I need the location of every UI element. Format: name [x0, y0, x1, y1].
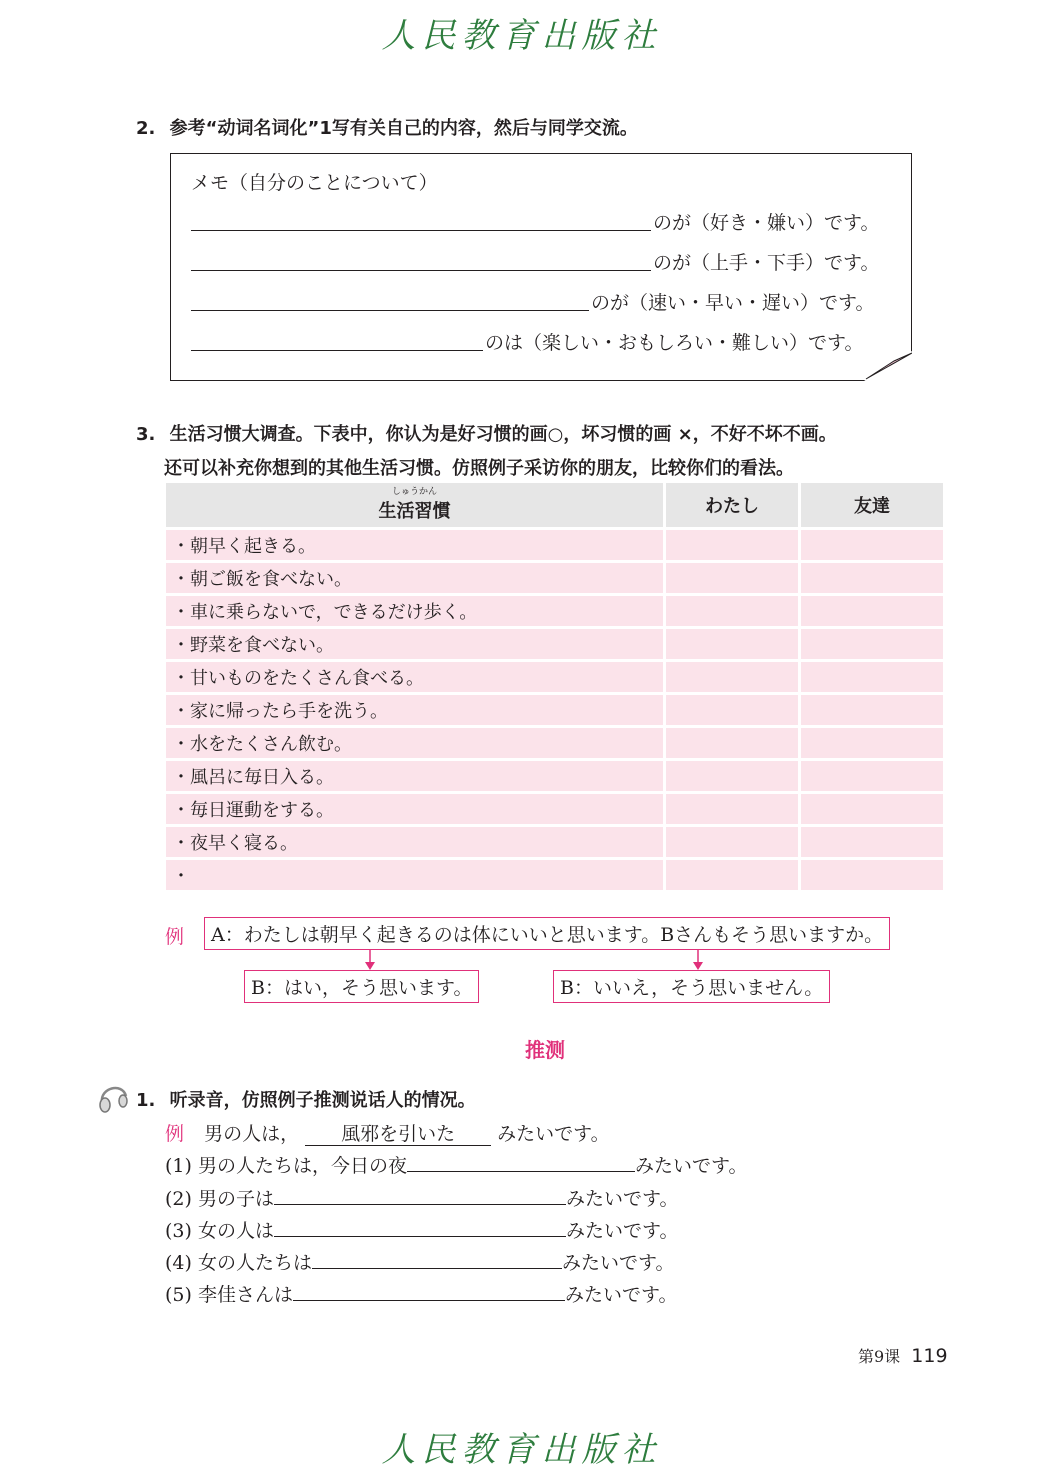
listening-item-2-blank[interactable] — [274, 1184, 566, 1205]
header-habit-label: 生活習慣 — [378, 501, 451, 522]
friend-answer-cell[interactable] — [801, 596, 943, 626]
table-row — [166, 860, 943, 890]
habit-cell: ・甘いものをたくさん食べる。 — [166, 662, 663, 692]
header-me: わたし — [666, 483, 798, 527]
listening-item-5 — [165, 1280, 677, 1307]
memo-line-3-text: のが（速い・早い・遅い）です。 — [591, 292, 875, 314]
friend-answer-cell[interactable] — [801, 728, 943, 758]
listening-item-3-label: (3) 女の人は — [165, 1220, 274, 1242]
habit-cell: ・ — [166, 860, 663, 890]
publisher-logo-footer: 人民教育出版社 — [381, 1430, 662, 1470]
listening-item-4-suffix: みたいです。 — [561, 1252, 675, 1274]
listening-item-3-suffix: みたいです。 — [565, 1220, 679, 1242]
memo-line-2-blank[interactable] — [191, 270, 651, 271]
table-row — [166, 794, 943, 824]
listening-text: 听录音，仿照例子推测说话人的情况。 — [169, 1090, 476, 1111]
example-label: 例 — [165, 926, 185, 948]
friend-answer-cell[interactable] — [801, 794, 943, 824]
table-row — [166, 728, 943, 758]
friend-answer-cell[interactable] — [801, 530, 943, 560]
listening-item-2-label: (2) 男の子は — [165, 1188, 274, 1210]
listening-item-3 — [165, 1216, 678, 1243]
my-answer-cell[interactable] — [666, 761, 798, 791]
memo-line-1-blank[interactable] — [191, 230, 651, 231]
habits-table — [163, 480, 946, 893]
table-row — [166, 563, 943, 593]
arrow-down-icon — [360, 949, 380, 971]
my-answer-cell[interactable] — [666, 794, 798, 824]
question-3-text-1: 生活习惯大调查。下表中，你认为是好习惯的画○，坏习惯的画 ×，不好不坏不画。 — [169, 424, 837, 445]
habit-cell: ・野菜を食べない。 — [166, 629, 663, 659]
habit-cell: ・家に帰ったら手を洗う。 — [166, 695, 663, 725]
listening-item-5-label: (5) 李佳さんは — [165, 1284, 293, 1306]
listening-item-5-suffix: みたいです。 — [564, 1284, 678, 1306]
table-row — [166, 629, 943, 659]
table-row — [166, 695, 943, 725]
table-row — [166, 662, 943, 692]
habit-cell: ・朝早く起きる。 — [166, 530, 663, 560]
memo-line-1-text: のが（好き・嫌い）です。 — [653, 212, 880, 234]
example-a-box: A：わたしは朝早く起きるのは体にいいと思います。Bさんもそう思いますか。 — [204, 917, 890, 950]
question-3-text-2: 还可以补充你想到的其他生活习惯。仿照例子采访你的朋友，比较你们的看法。 — [164, 458, 794, 479]
example-b-yes-box: B：はい，そう思います。 — [244, 970, 479, 1003]
table-row — [166, 761, 943, 791]
memo-box — [170, 153, 912, 381]
my-answer-cell[interactable] — [666, 662, 798, 692]
listening-item-1-blank[interactable] — [407, 1151, 635, 1172]
my-answer-cell[interactable] — [666, 827, 798, 857]
habit-cell: ・車に乗らないで，できるだけ歩く。 — [166, 596, 663, 626]
habit-cell: ・風呂に毎日入る。 — [166, 761, 663, 791]
publisher-logo-header: 人民教育出版社 — [381, 16, 662, 56]
listening-question — [136, 1086, 476, 1112]
header-habit — [166, 483, 663, 527]
table-row — [166, 827, 943, 857]
page-number: 119 — [911, 1345, 948, 1367]
question-3 — [136, 420, 837, 446]
page-footer — [858, 1344, 948, 1367]
friend-answer-cell[interactable] — [801, 827, 943, 857]
example-b-no-box: B：いいえ，そう思いません。 — [553, 970, 830, 1003]
memo-line-3-blank[interactable] — [191, 310, 589, 311]
habit-cell: ・水をたくさん飲む。 — [166, 728, 663, 758]
friend-answer-cell[interactable] — [801, 761, 943, 791]
listening-item-4 — [165, 1248, 674, 1275]
listening-example-prefix: 男の人は， — [204, 1123, 300, 1145]
listening-example — [165, 1119, 610, 1146]
friend-answer-cell[interactable] — [801, 629, 943, 659]
listening-example-label: 例 — [165, 1123, 185, 1145]
memo-line-4-blank[interactable] — [191, 350, 483, 351]
my-answer-cell[interactable] — [666, 695, 798, 725]
question-2-text: 参考“动词名词化”1写有关自己的内容，然后与同学交流。 — [169, 118, 638, 139]
arrow-down-icon — [688, 949, 708, 971]
listening-item-4-label: (4) 女の人たちは — [165, 1252, 312, 1274]
table-row — [166, 530, 943, 560]
my-answer-cell[interactable] — [666, 596, 798, 626]
memo-title: メモ（自分のことについて） — [191, 172, 438, 194]
listening-item-4-blank[interactable] — [312, 1248, 562, 1269]
header-habit-ruby: しゅうかん — [391, 487, 437, 497]
my-answer-cell[interactable] — [666, 563, 798, 593]
lesson-label: 第9课 — [858, 1347, 901, 1366]
friend-answer-cell[interactable] — [801, 860, 943, 890]
headphones-icon[interactable] — [96, 1080, 132, 1116]
listening-item-3-blank[interactable] — [274, 1216, 566, 1237]
memo-line-4-text: のは（楽しい・おもしろい・難しい）です。 — [485, 332, 864, 354]
my-answer-cell[interactable] — [666, 629, 798, 659]
memo-line-2-text: のが（上手・下手）です。 — [653, 252, 880, 274]
question-2 — [136, 114, 638, 140]
my-answer-cell[interactable] — [666, 728, 798, 758]
friend-answer-cell[interactable] — [801, 695, 943, 725]
section-title: 推测 — [525, 1038, 565, 1062]
header-friend: 友達 — [801, 483, 943, 527]
listening-item-1 — [165, 1151, 747, 1178]
question-2-number: 2. — [136, 118, 156, 139]
my-answer-cell[interactable] — [666, 530, 798, 560]
listening-item-2-suffix: みたいです。 — [565, 1188, 679, 1210]
listening-example-answer: 風邪を引いた — [305, 1123, 491, 1146]
listening-item-2 — [165, 1184, 678, 1211]
listening-item-5-blank[interactable] — [293, 1280, 565, 1301]
listening-item-1-suffix: みたいです。 — [634, 1155, 748, 1177]
habit-cell: ・毎日運動をする。 — [166, 794, 663, 824]
habit-cell: ・夜早く寝る。 — [166, 827, 663, 857]
habit-cell: ・朝ご飯を食べない。 — [166, 563, 663, 593]
my-answer-cell[interactable] — [666, 860, 798, 890]
page-curl-icon — [864, 351, 912, 381]
habits-header-row — [166, 483, 943, 527]
table-row — [166, 596, 943, 626]
question-3-number: 3. — [136, 424, 156, 445]
friend-answer-cell[interactable] — [801, 563, 943, 593]
listening-item-1-label: (1) 男の人たちは，今日の夜 — [165, 1155, 407, 1177]
friend-answer-cell[interactable] — [801, 662, 943, 692]
listening-number: 1. — [136, 1090, 156, 1111]
listening-example-suffix: みたいです。 — [497, 1123, 610, 1145]
